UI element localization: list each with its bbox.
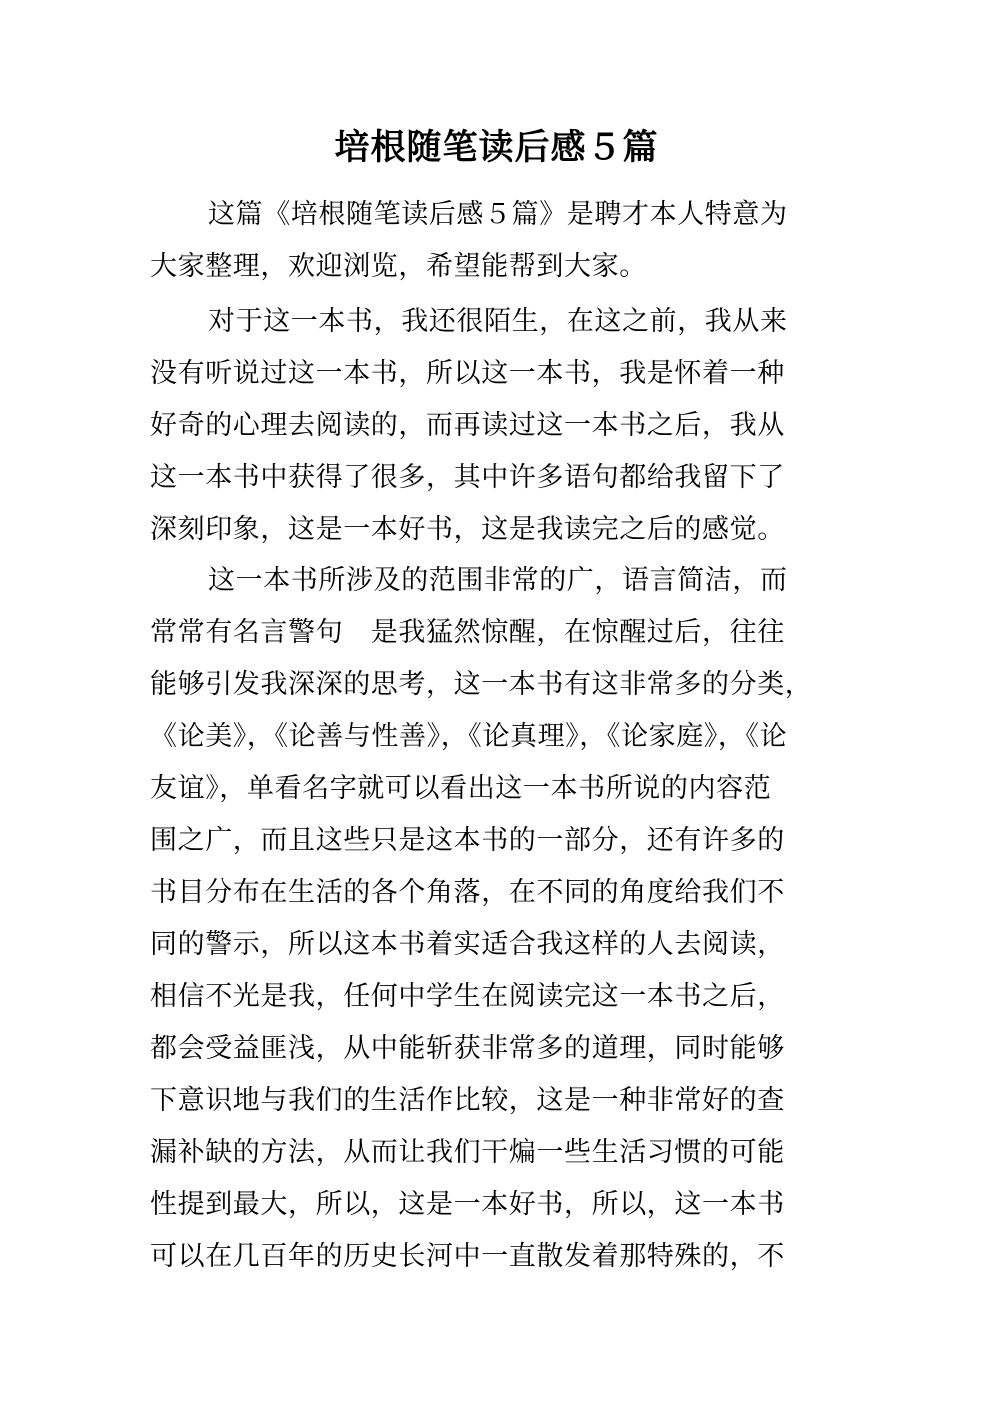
text-line: 能够引发我深深的思考，这一本书有这非常多的分类， <box>150 669 813 700</box>
text-line: 书目分布在生活的各个角落，在不同的角度给我们不 <box>150 877 785 908</box>
text-line: 这一本书所涉及的范围非常的广，语言简洁，而 <box>208 565 788 596</box>
text-line: 相信不光是我，任何中学生在阅读完这一本书之后， <box>150 981 785 1012</box>
text-line: 友谊》，单看名字就可以看出这一本书所说的内容范 <box>150 773 772 804</box>
text-line: 好奇的心理去阅读的，而再读过这一本书之后，我从 <box>150 410 785 441</box>
text-line: 这一本书中获得了很多，其中许多语句都给我留下了 <box>150 462 785 493</box>
text-line: 围之广，而且这些只是这本书的一部分，还有许多的 <box>150 825 785 856</box>
text-line: 都会受益匪浅，从中能斩获非常多的道理，同时能够 <box>150 1033 785 1064</box>
text-line: 大家整理，欢迎浏览，希望能帮到大家。 <box>150 251 647 282</box>
text-line: 常常有名言警句 是我猛然惊醒，在惊醒过后，往往 <box>150 617 785 648</box>
text-line: 深刻印象，这是一本好书，这是我读完之后的感觉。 <box>150 514 785 545</box>
text-line: 《论美》，《论善与性善》，《论真理》，《论家庭》，《论 <box>150 721 788 752</box>
text-line: 漏补缺的方法，从而让我们干煸一些生活习惯的可能 <box>150 1137 785 1168</box>
text-line: 没有听说过这一本书，所以这一本书，我是怀着一种 <box>150 358 785 389</box>
text-line: 对于这一本书，我还很陌生，在这之前，我从来 <box>208 306 788 337</box>
text-line: 下意识地与我们的生活作比较，这是一种非常好的查 <box>150 1085 785 1116</box>
document-title: 培根随笔读后感５篇 <box>334 128 659 168</box>
text-line: 这篇《培根随笔读后感５篇》是聘才本人特意为 <box>208 199 788 230</box>
text-line: 性提到最大，所以，这是一本好书，所以，这一本书 <box>150 1189 785 1220</box>
text-line: 可以在几百年的历史长河中一直散发着那特殊的，不 <box>150 1241 785 1272</box>
text-line: 同的警示，所以这本书着实适合我这样的人去阅读， <box>150 929 785 960</box>
